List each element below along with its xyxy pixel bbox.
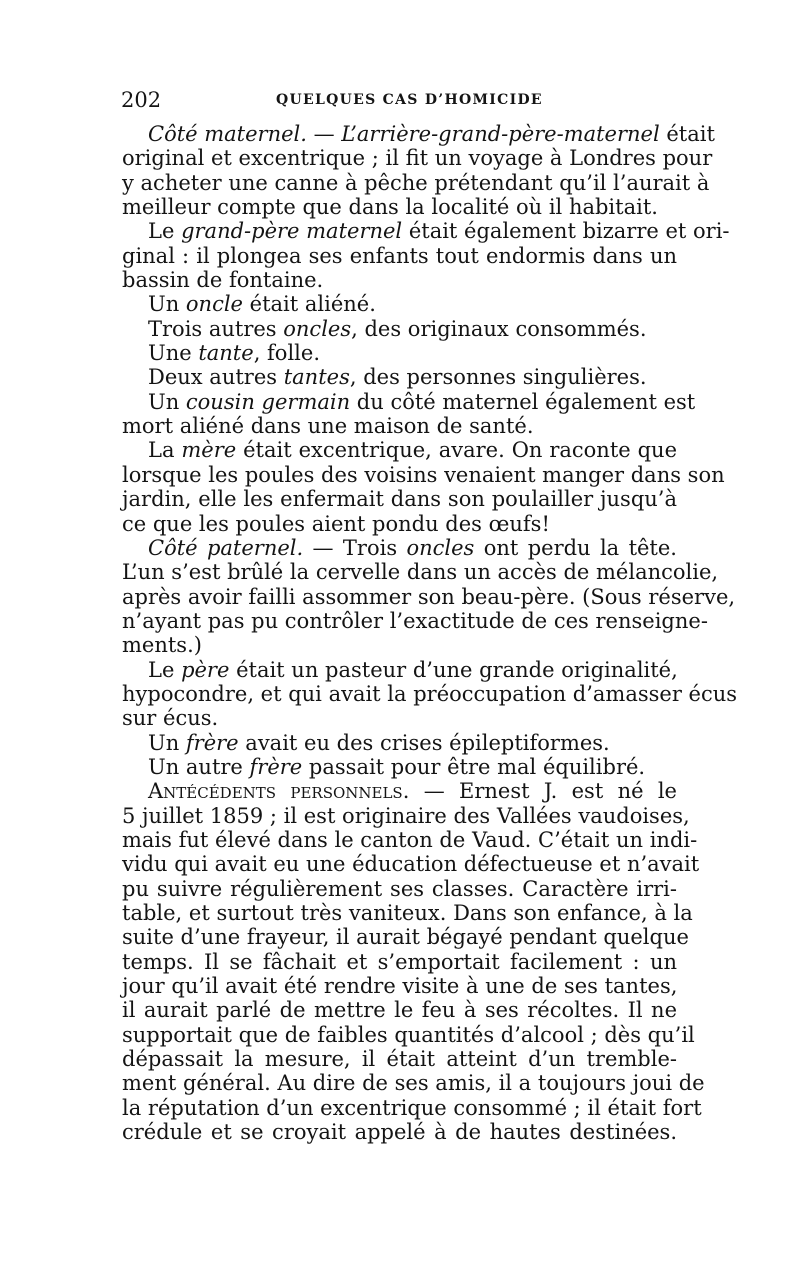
text-line — [122, 1022, 695, 1047]
text-line — [122, 1095, 702, 1120]
text-segment: temps. Il se fâchait et s’emportait facilement : un — [122, 949, 677, 974]
text-segment: jour qu’il avait été rendre visite à une de ses tantes, — [122, 974, 678, 999]
text-segment: était aliéné. — [242, 292, 376, 317]
text-segment: — Trois — [303, 535, 407, 560]
text-line — [122, 779, 677, 803]
text-segment: il aurait parlé de mettre le feu à ses récoltes. Il ne — [122, 998, 677, 1023]
text-line — [122, 244, 677, 268]
text-line — [122, 1071, 705, 1096]
text-line — [122, 414, 677, 438]
text-segment: Trois autres — [148, 316, 284, 341]
text-line — [122, 365, 677, 389]
text-segment: Le — [148, 657, 182, 682]
text-segment: lorsque les poules des voisins venaient manger dans son — [122, 462, 725, 487]
text-segment: ginal : il plongea ses enfants tout endormis dans un — [122, 243, 677, 268]
text-line — [122, 317, 677, 341]
text-line — [122, 512, 677, 536]
text-line — [122, 170, 710, 195]
text-segment: bassin de fontaine. — [122, 268, 324, 293]
text-segment: du côté maternel également est — [350, 389, 696, 414]
text-line — [122, 268, 677, 292]
text-segment: ments.) — [122, 633, 202, 658]
text-line — [122, 852, 700, 877]
text-line — [122, 755, 677, 779]
italic-text: oncles — [283, 316, 352, 341]
text-line — [122, 389, 696, 414]
text-segment: — Ernest J. est né le — [409, 779, 677, 804]
text-line — [122, 633, 677, 657]
text-segment: était également bizarre et ori- — [402, 219, 730, 244]
text-segment: supportait que de faibles quantités d’alcool ; dès qu’il — [122, 1022, 695, 1047]
italic-text: tante — [198, 341, 254, 366]
text-line — [122, 438, 677, 462]
text-segment: avait eu des crises épileptiformes. — [238, 730, 610, 755]
text-line — [122, 292, 677, 316]
text-segment: Une — [148, 341, 199, 366]
text-line — [122, 901, 693, 925]
text-line — [122, 827, 698, 852]
text-segment: Un autre — [148, 754, 250, 779]
text-segment: après avoir failli assommer son beau-père. (Sous réserve, — [122, 584, 736, 609]
text-line — [122, 487, 677, 511]
text-line — [122, 877, 677, 901]
text-segment: vidu qui avait eu une éducation défectueuse et n’avait — [122, 852, 700, 877]
text-line — [122, 998, 677, 1022]
text-segment: meilleur compte que dans la localité où il habitait. — [122, 195, 658, 220]
page-number: 202 — [121, 88, 162, 112]
text-segment: ce que les poules aient pondu des œufs! — [122, 511, 550, 536]
text-segment: Le — [148, 219, 182, 244]
text-line — [122, 681, 738, 706]
text-segment: ont perdu la tête. — [474, 535, 677, 560]
text-line — [122, 1120, 677, 1144]
body-text — [122, 122, 738, 1145]
text-segment: mort aliéné dans une maison de santé. — [122, 414, 534, 439]
text-segment: la réputation d’un excentrique consommé ; il était fort — [122, 1095, 702, 1120]
text-line — [122, 462, 725, 487]
text-segment: était — [659, 122, 715, 146]
italic-text: frère — [249, 754, 303, 779]
text-segment: original et excentrique ; il fit un voyage à Londres pour — [122, 146, 713, 171]
italic-text: L’arrière-grand-père-maternel — [341, 122, 660, 146]
text-line — [122, 608, 708, 633]
italic-text: tantes — [283, 365, 350, 390]
text-line — [122, 584, 736, 609]
text-segment: n’ayant pas pu contrôler l’exactitude de ces renseigne- — [122, 608, 708, 633]
text-line — [122, 803, 690, 828]
small-caps-heading: Antécédents personnels. — [148, 779, 410, 804]
italic-text: Côté maternel. — [148, 122, 307, 146]
text-segment: passait pour être mal équilibré. — [302, 754, 646, 779]
text-line — [122, 146, 713, 171]
text-segment: mais fut élevé dans le canton de Vaud. C’était un indi- — [122, 827, 698, 852]
text-segment: L’un s’est brûlé la cervelle dans un accès de mélancolie, — [122, 560, 719, 585]
text-line — [122, 219, 730, 244]
text-segment: sur écus. — [122, 706, 219, 731]
text-line — [122, 925, 689, 950]
text-segment: 5 juillet 1859 ; il est originaire des Vallées vaudoises, — [122, 803, 690, 828]
text-segment: La — [148, 438, 182, 463]
text-segment: , folle. — [253, 341, 320, 366]
text-segment: , des originaux consommés. — [351, 316, 647, 341]
text-segment: jardin, elle les enfermait dans son poulailler jusqu’à — [122, 487, 677, 512]
text-segment: Un — [148, 292, 186, 317]
text-segment: suite d’une frayeur, il aurait bégayé pendant quelque — [122, 925, 689, 950]
text-segment: Deux autres — [148, 365, 284, 390]
text-line — [122, 122, 715, 146]
text-segment: dépassait la mesure, il était atteint d’un tremble- — [122, 1047, 677, 1072]
text-line — [122, 341, 677, 365]
text-segment: était excentrique, avare. On raconte que — [236, 438, 678, 463]
text-segment: ment général. Au dire de ses amis, il a toujours joui de — [122, 1071, 705, 1096]
running-head: QUELQUES CAS D’HOMICIDE — [276, 92, 543, 108]
text-segment: hypocondre, et qui avait la préoccupation d’amasser écus — [122, 681, 738, 706]
text-line — [122, 706, 677, 730]
text-segment: Un — [148, 730, 186, 755]
italic-text: mère — [181, 438, 237, 463]
text-line — [122, 974, 677, 998]
italic-text: Côté paternel. — [148, 535, 304, 560]
text-segment: crédule et se croyait appelé à de hautes destinées. — [122, 1120, 677, 1145]
text-segment: pu suivre régulièrement ses classes. Caractère irri- — [122, 876, 677, 901]
text-line — [122, 560, 719, 585]
page-header — [0, 88, 800, 118]
italic-text: grand-père maternel — [181, 219, 403, 244]
text-segment: était un pasteur d’une grande originalité, — [229, 657, 678, 682]
italic-text: père — [181, 657, 230, 682]
text-segment: Un — [148, 389, 186, 414]
text-line — [122, 536, 677, 560]
text-segment: — — [306, 122, 342, 146]
text-line — [122, 950, 677, 974]
text-segment: , des personnes singulières. — [349, 365, 647, 390]
text-line — [122, 731, 677, 755]
text-line — [122, 195, 677, 219]
italic-text: frère — [185, 730, 239, 755]
text-line — [122, 1047, 677, 1071]
text-line — [122, 658, 677, 682]
text-segment: y acheter une canne à pêche prétendant qu’il l’aurait à — [122, 170, 710, 195]
text-segment: table, et surtout très vaniteux. Dans son enfance, à la — [122, 901, 693, 925]
italic-text: oncles — [406, 535, 475, 560]
italic-text: oncle — [185, 292, 243, 317]
italic-text: cousin germain — [185, 389, 351, 414]
